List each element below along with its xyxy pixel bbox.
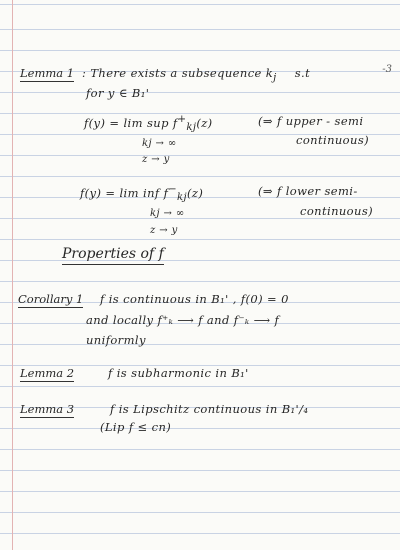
- eq2-limit-2: z → y: [150, 225, 178, 236]
- lemma3-line1: f is Lipschitz continuous in B₁'/₄: [110, 402, 309, 416]
- corollary1-line2: and locally f⁺ₖ ⟶ f and f⁻ₖ ⟶ f: [86, 313, 280, 327]
- corollary1-label: Corollary 1: [18, 292, 84, 306]
- lemma1-statement: [82, 66, 310, 83]
- corollary1-line3: uniformly: [86, 333, 146, 347]
- page-number: -3: [382, 64, 392, 75]
- lemma1-statement-tail: s.t: [294, 66, 311, 80]
- eq2-comment-1: (⇒ f lower semi-: [258, 184, 358, 198]
- eq2-lhs: f(y) = lim inf f: [80, 185, 169, 200]
- eq1-limit-2: z → y: [142, 154, 170, 165]
- corollary1-line1: f is continuous in B₁' , f(0) = 0: [100, 292, 289, 306]
- eq1-lhs: f(y) = lim sup f: [84, 115, 178, 130]
- eq1-sub: kj: [186, 122, 197, 134]
- lemma3-line2: (Lip f ≤ cn): [100, 420, 172, 434]
- lemma3-label: Lemma 3: [20, 402, 75, 416]
- lemma2-label: Lemma 2: [20, 366, 75, 380]
- eq1-arg: (z): [196, 115, 213, 130]
- eq2-arg: (z): [187, 185, 204, 200]
- lemma1-label: Lemma 1: [20, 66, 75, 80]
- eq2-comment-2: continuous): [300, 204, 374, 218]
- section-title: Properties of f: [62, 246, 164, 265]
- eq1-sup: +: [177, 114, 187, 125]
- eq2-limit-1: kj → ∞: [150, 208, 185, 219]
- lemma1-eq1: [84, 114, 213, 133]
- lemma1-statement-line1: : There exists a subsequence k: [82, 66, 274, 80]
- eq2-sub: kj: [177, 192, 187, 204]
- lemma1-eq2: [80, 184, 203, 203]
- lemma2-text: f is subharmonic in B₁': [108, 366, 249, 380]
- margin-line: [12, 0, 13, 550]
- eq1-comment-1: (⇒ f upper - semi: [258, 114, 364, 128]
- eq1-comment-2: continuous): [296, 133, 370, 147]
- lemma1-statement-line2: for y ∈ B₁': [86, 86, 150, 100]
- lemma1-statement-sub: j: [273, 72, 277, 84]
- eq2-sup: −: [168, 184, 178, 195]
- eq1-limit-1: kj → ∞: [142, 138, 177, 149]
